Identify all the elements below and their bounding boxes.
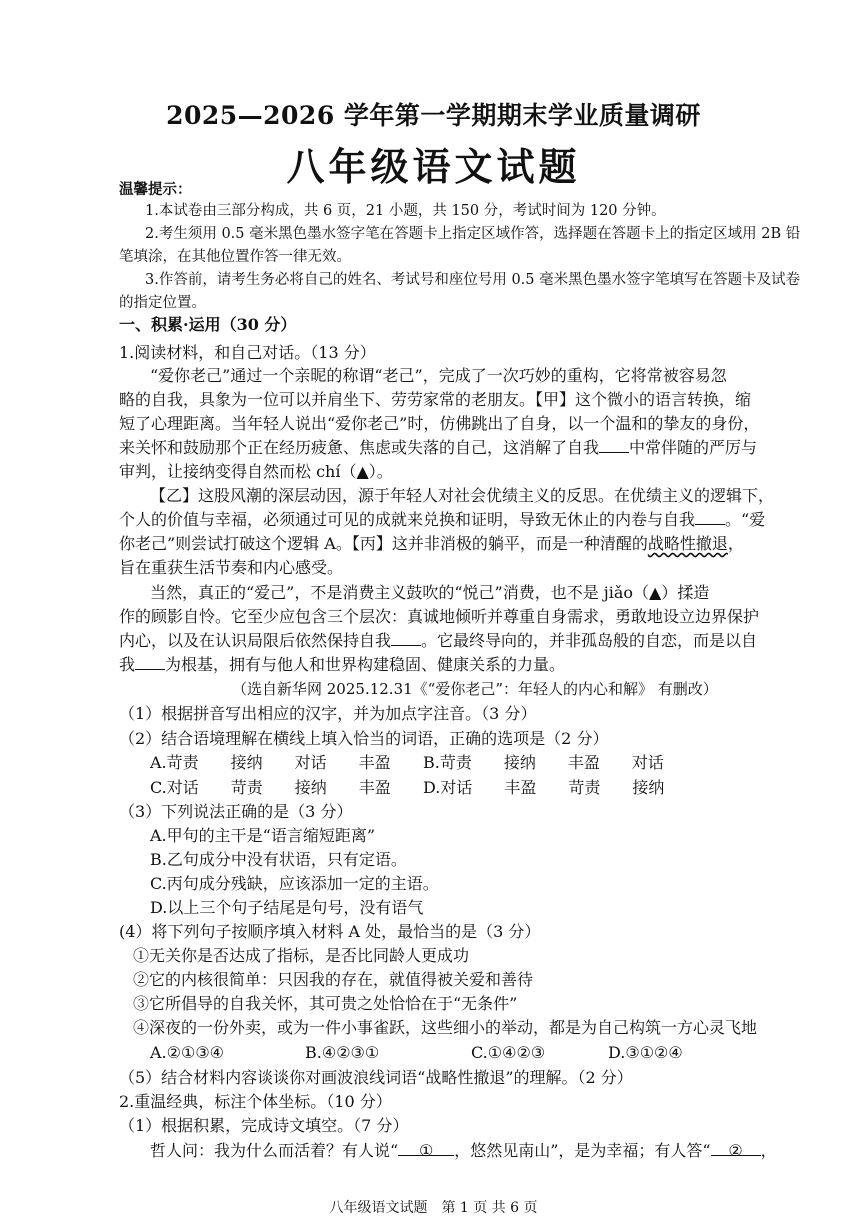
poem-fill-line: 哲人问：我为什么而活着？有人说“ ① ，悠然见南山”，是为幸福；有人答“ ② ， xyxy=(150,1141,777,1160)
option-a: A.苛责 接纳 对话 丰盈 xyxy=(150,753,391,772)
blank-line xyxy=(695,508,725,525)
passage-line: 你老己”则尝试打破这个逻辑 A。【丙】这并非消极的躺平，而是一种清醒的战略性撤退， xyxy=(119,534,744,553)
passage-line: “爱你老己”通过一个亲昵的称谓“老己”，完成了一次巧妙的重构，它将常被容易忽 xyxy=(150,366,727,385)
passage-line: 略的自我，具象为一位可以并肩坐下、劳劳家常的老朋友。【甲】这个微小的语言转换，缩 xyxy=(119,390,752,409)
option-d: D.以上三个句子结尾是句号，没有语气 xyxy=(150,898,424,917)
option-c: C.丙句成分残缺，应该添加一定的主语。 xyxy=(150,874,439,893)
option-c: C.对话 苛责 接纳 丰盈 xyxy=(150,778,391,797)
passage-line: 作的顾影自怜。它至少应包含三个层次：真诚地倾听并尊重自身需求，勇敢地设立边界保护 xyxy=(119,607,760,626)
passage-line: 个人的价值与幸福，必须通过可见的成就来兑换和证明，导致无休止的内卷与自我 。“爱 xyxy=(119,510,766,529)
blank-line xyxy=(599,436,629,453)
passage-line: 当然，真正的“爱己”，不是消费主义鼓吹的“悦己”消费，也不是 jiǎo（▲）揉造 xyxy=(150,583,710,602)
passage-line: 来关怀和鼓励那个正在经历疲惫、焦虑或失落的自己，这消解了自我 中常伴随的严厉与 xyxy=(119,438,758,457)
passage-line: 【乙】这股风潮的深层动因，源于年轻人对社会优绩主义的反思。在优绩主义的逻辑下， xyxy=(150,486,775,505)
sentence-2: ②它的内核很简单：只因我的存在，就值得被关爱和善待 xyxy=(133,970,534,989)
passage-line: 我 为根基，拥有与他人和世界构建稳固、健康关系的力量。 xyxy=(119,655,566,674)
question-2-title: 2.重温经典，标注个体坐标。（10 分） xyxy=(119,1092,392,1111)
sub-question-1: （1）根据拼音写出相应的汉字，并为加点字注音。（3 分） xyxy=(119,704,537,723)
sub-question-5: （5）结合材料内容谈谈你对画波浪线词语“战略性撤退”的理解。（2 分） xyxy=(119,1068,633,1087)
option-b: B.④②③① xyxy=(305,1043,380,1062)
subject-title: 八年级语文试题 xyxy=(286,144,581,189)
sentence-4: ④深夜的一份外卖，或为一件小事雀跃，这些细小的举动，都是为自己构筑一方心灵飞地 xyxy=(133,1018,758,1037)
sub-question-2: （2）结合语境理解在横线上填入恰当的词语，正确的选项是（2 分） xyxy=(119,729,609,748)
sentence-3: ③它所倡导的自我关怀，其可贵之处恰恰在于“无条件” xyxy=(133,994,518,1013)
fill-blank-1: ① xyxy=(398,1139,454,1156)
tip-3: 3.作答前，请考生务必将自己的姓名、考试号和座位号用 0.5 毫米黑色墨水签字笔填写在答题卡及试卷 xyxy=(145,272,801,288)
option-c: C.①④②③ xyxy=(471,1043,546,1062)
sub-question-4: (4）将下列句子按顺序填入材料 A 处，最恰当的是（3 分） xyxy=(119,922,541,941)
option-a: A.甲句的主干是“语言缩短距离” xyxy=(150,826,376,845)
option-b: B.苛责 接纳 丰盈 对话 xyxy=(423,753,664,772)
page-footer: 八年级语文试题 第 1 页 共 6 页 xyxy=(329,1200,538,1216)
blank-line xyxy=(135,653,165,670)
passage-line: 旨在重获生活节奏和内心感受。 xyxy=(119,558,344,577)
question-2-sub-1: （1）根据积累，完成诗文填空。（7 分） xyxy=(119,1116,409,1135)
wavy-underlined-term: 战略性撤退 xyxy=(647,534,728,553)
option-d: D.③①②④ xyxy=(608,1043,683,1062)
sentence-1: ①无关你是否达成了指标，是否比同龄人更成功 xyxy=(133,946,470,965)
option-a: A.②①③④ xyxy=(150,1043,225,1062)
question-1-title: 1.阅读材料，和自己对话。（13 分） xyxy=(119,343,376,362)
passage-line: 短了心理距离。当年轻人说出“爱你老己”时，仿佛跳出了自身，以一个温和的挚友的身份， xyxy=(119,414,760,433)
option-b: B.乙句成分中没有状语，只有定语。 xyxy=(150,850,407,869)
sub-question-3: （3）下列说法正确的是（3 分） xyxy=(119,802,353,821)
blank-line xyxy=(391,629,421,646)
exam-title: 2025—2026 学年第一学期期末学业质量调研 xyxy=(166,101,701,130)
passage-line: 审判，让接纳变得自然而松 chí（▲）。 xyxy=(119,462,393,481)
option-d: D.对话 丰盈 苛责 接纳 xyxy=(423,778,665,797)
tip-3-cont: 的指定位置。 xyxy=(119,295,206,311)
tips-heading: 温馨提示： xyxy=(119,181,192,198)
tip-2: 2.考生须用 0.5 毫米黑色墨水签字笔在答题卡上指定区域作答，选择题在答题卡上的指定区域用 2B 铅 xyxy=(145,226,801,242)
fill-blank-2: ② xyxy=(711,1139,761,1156)
source-citation: （选自新华网 2025.12.31《“爱你老己”：年轻人的内心和解》 有删改） xyxy=(232,680,718,698)
passage-line: 内心，以及在认识局限后依然保持自我 。它最终导向的，并非孤岛般的自恋，而是以自 xyxy=(119,631,758,650)
section-heading: 一、积累·运用（30 分） xyxy=(119,315,297,334)
tip-2-cont: 笔填涂，在其他位置作答一律无效。 xyxy=(119,249,351,265)
tip-1: 1.本试卷由三部分构成，共 6 页，21 小题，共 150 分，考试时间为 120 分钟。 xyxy=(145,203,666,219)
